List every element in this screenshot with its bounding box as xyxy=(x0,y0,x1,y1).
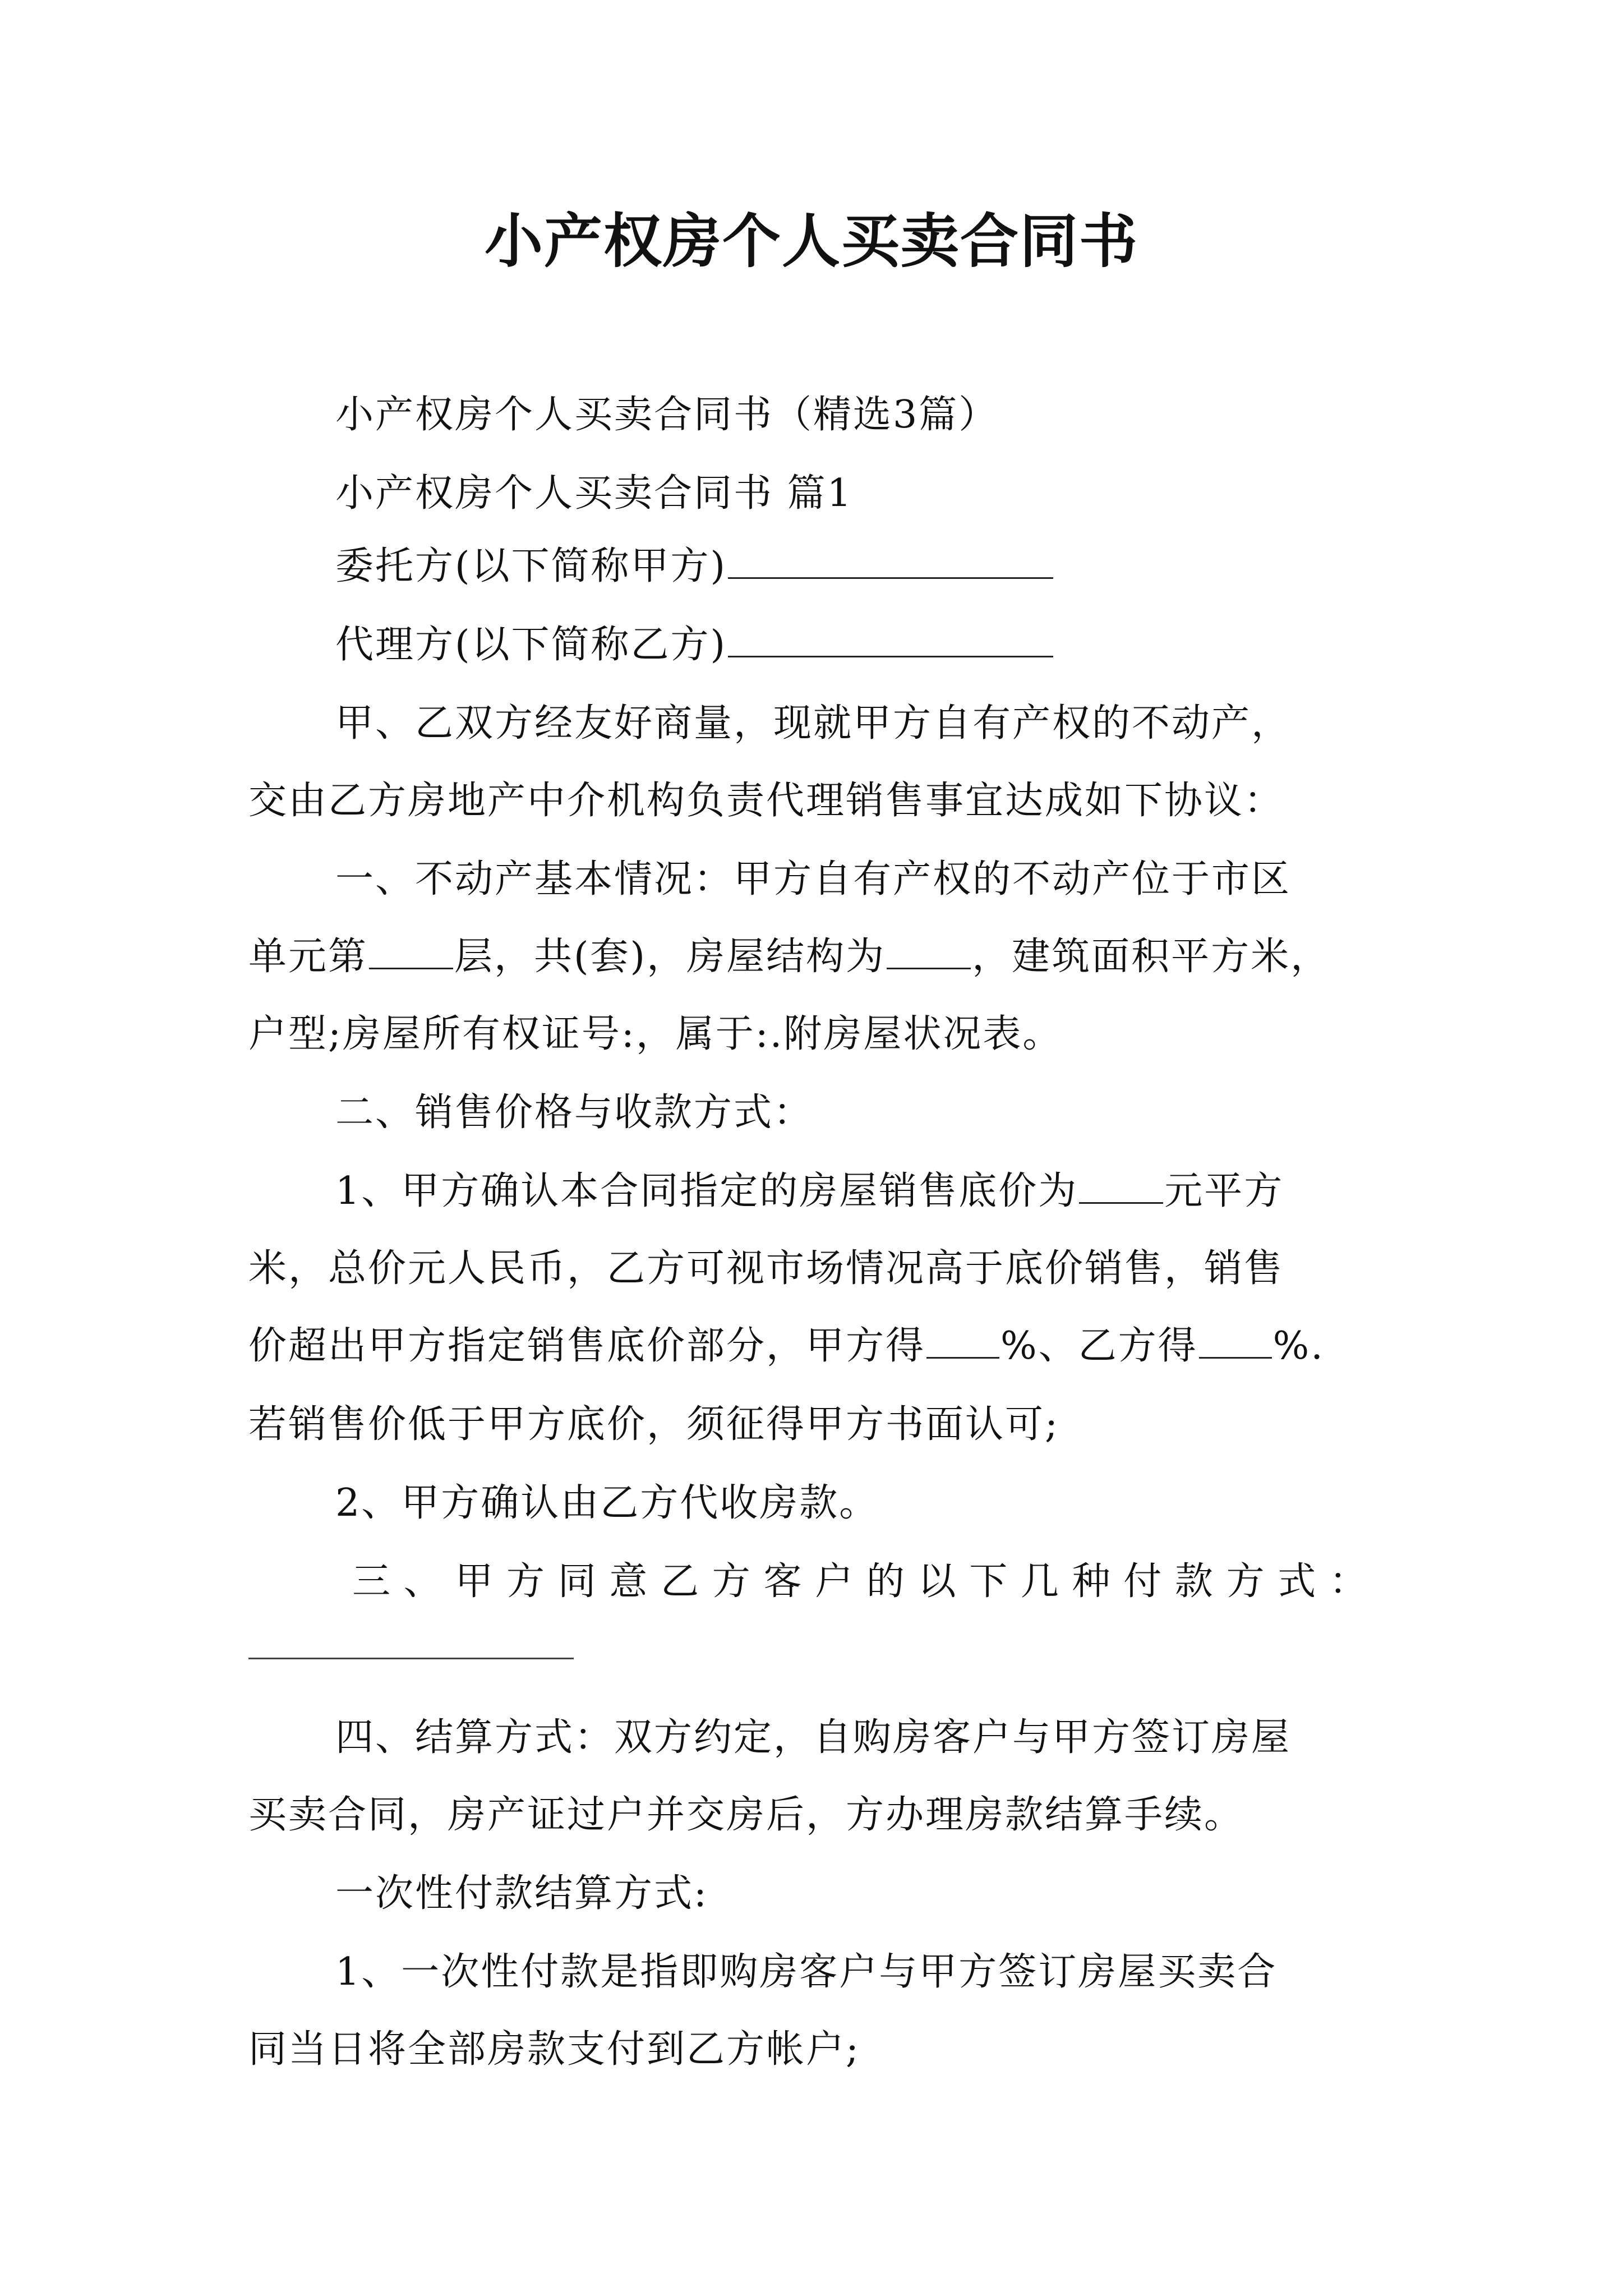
clause4-line-1: 四、结算方式：双方约定，自购房客户与甲方签订房屋 xyxy=(335,1715,1292,1760)
clause4-line-2: 买卖合同，房产证过户并交房后，方办理房款结算手续。 xyxy=(248,1793,1244,1837)
intro-line-2: 交由乙方房地产中介机构负责代理销售事宜达成如下协议： xyxy=(248,779,1284,823)
party-b-line xyxy=(335,617,1054,673)
document-subtitle: 小产权房个人买卖合同书（精选3篇） xyxy=(335,393,999,437)
intro-line-1: 甲、乙双方经友好商量，现就甲方自有产权的不动产， xyxy=(335,701,1292,746)
lump-sum-1-line-2: 同当日将全部房款支付到乙方帐户; xyxy=(248,2027,860,2072)
party-b-blank xyxy=(728,622,1053,657)
clause1-line-1: 一、不动产基本情况：甲方自有产权的不动产位于市区 xyxy=(335,857,1292,901)
clause2-1-text-c: 价超出甲方指定销售底价部分，甲方得 xyxy=(248,1324,926,1368)
clause2-title: 二、销售价格与收款方式： xyxy=(335,1091,814,1135)
clause2-1-line-3 xyxy=(248,1318,1325,1374)
structure-blank xyxy=(887,934,971,969)
clause2-1-text-a: 1、甲方确认本合同指定的房屋销售底价为 xyxy=(335,1169,1078,1213)
party-a-share-blank xyxy=(926,1323,999,1359)
price-blank xyxy=(1079,1168,1163,1204)
clause2-1-line-4: 若销售价低于甲方底价，须征得甲方书面认可; xyxy=(248,1402,1059,1447)
clause2-1-text-b: 元平方 xyxy=(1164,1169,1284,1213)
floor-blank xyxy=(369,934,453,969)
clause1-text-a: 单元第 xyxy=(248,935,368,979)
party-a-line xyxy=(335,539,1054,595)
clause2-1-line-2: 米，总价元人民币，乙方可视市场情况高于底价销售，销售 xyxy=(248,1246,1284,1291)
clause1-text-b: 层，共(套)，房屋结构为 xyxy=(454,935,886,979)
clause3: 三、甲方同意乙方客户的以下几种付款方式： xyxy=(352,1559,1367,1604)
clause2-1-text-e: %. xyxy=(1272,1324,1325,1368)
lump-sum-1-line-1: 1、一次性付款是指即购房客户与甲方签订房屋买卖合 xyxy=(335,1950,1278,1994)
clause1-text-c: ，建筑面积平方米， xyxy=(972,935,1331,979)
clause2-1-line-1 xyxy=(335,1163,1284,1220)
party-a-label: 委托方(以下简称甲方) xyxy=(335,544,727,588)
party-b-share-blank xyxy=(1199,1323,1272,1359)
clause1-line-2 xyxy=(248,929,1330,985)
clause3-blank-line xyxy=(248,1658,574,1659)
section-heading: 小产权房个人买卖合同书 篇1 xyxy=(335,471,853,516)
lump-sum-title: 一次性付款结算方式: xyxy=(335,1871,708,1916)
clause2-2: 2、甲方确认由乙方代收房款。 xyxy=(335,1481,879,1525)
clause2-1-text-d: %、乙方得 xyxy=(1000,1324,1198,1368)
document-title: 小产权房个人买卖合同书 xyxy=(484,206,1138,275)
party-b-label: 代理方(以下简称乙方) xyxy=(335,623,727,667)
clause1-line-3: 户型;房屋所有权证号:，属于:.附房屋状况表。 xyxy=(248,1012,1063,1056)
party-a-blank xyxy=(728,544,1053,579)
